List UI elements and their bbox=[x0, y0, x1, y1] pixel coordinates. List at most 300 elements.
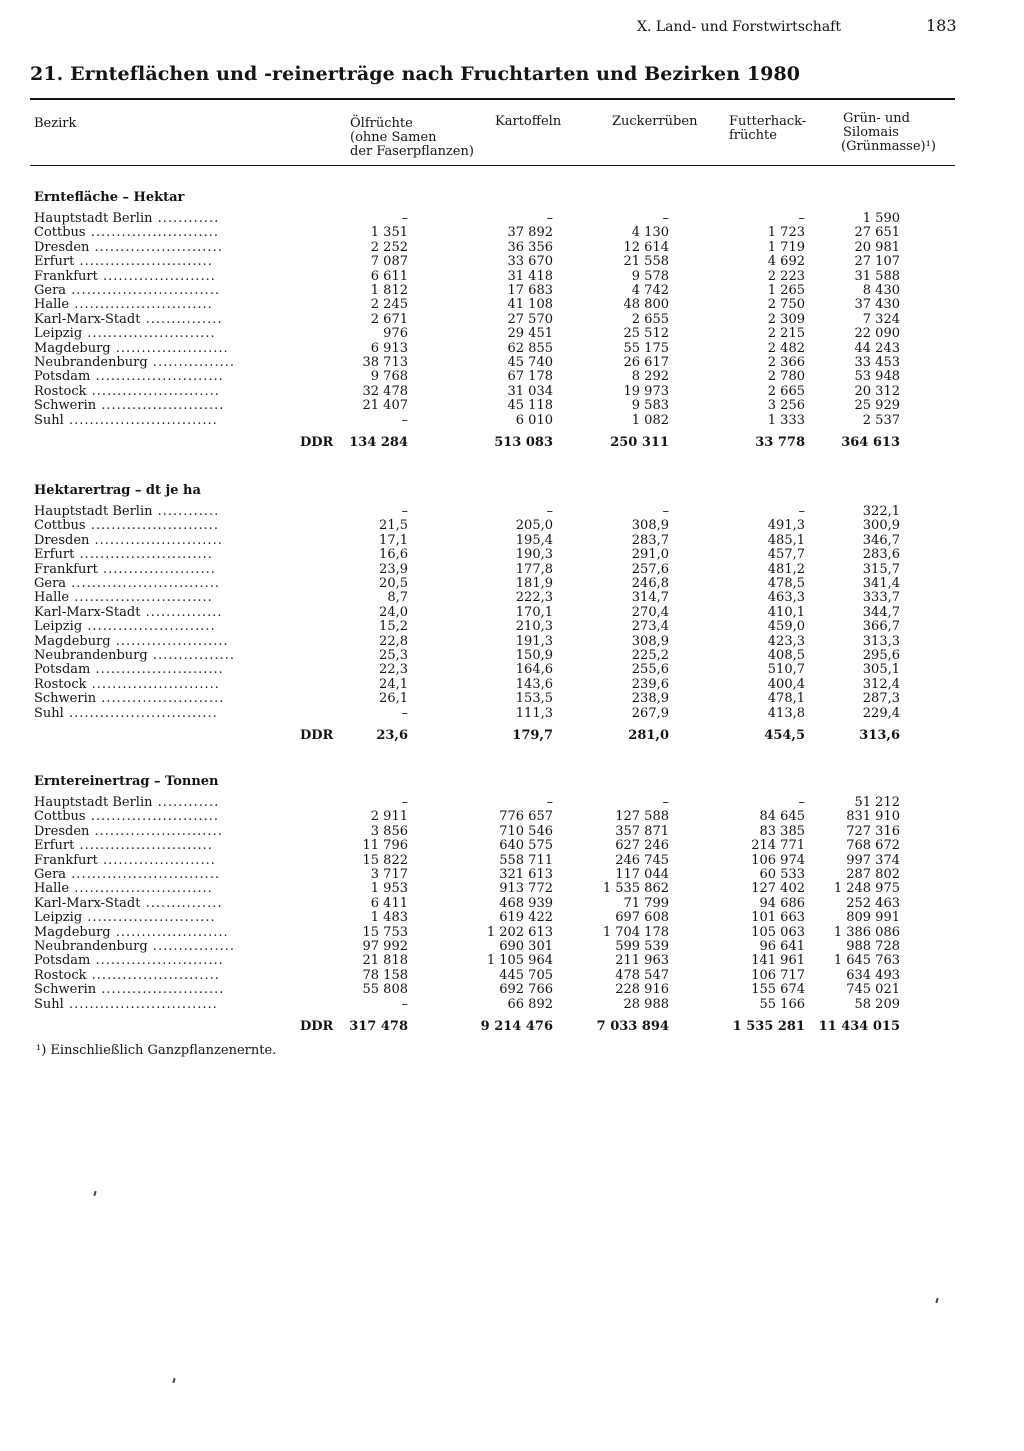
cell-value: 22,8 bbox=[379, 633, 408, 649]
bezirk-label: Suhl bbox=[34, 996, 64, 1012]
cell-value: 6 411 bbox=[370, 895, 408, 911]
bezirk-label: Magdeburg bbox=[34, 633, 111, 649]
cell-value: 31 418 bbox=[507, 268, 553, 284]
col-header-line: Ölfrüchte bbox=[350, 116, 413, 131]
bezirk-name bbox=[34, 926, 229, 940]
footnote: ¹) Einschließlich Ganzpflanzenernte. bbox=[36, 1043, 277, 1058]
cell-value: 191,3 bbox=[515, 633, 553, 649]
table-row bbox=[34, 270, 924, 284]
cell-value: 283,7 bbox=[631, 532, 669, 548]
cell-value: 4 692 bbox=[767, 254, 805, 270]
cell-value: 1 386 086 bbox=[833, 924, 900, 940]
cell-value: 117 044 bbox=[615, 867, 669, 882]
cell-value: – bbox=[546, 795, 553, 810]
cell-value: 26,1 bbox=[379, 691, 408, 707]
cell-value: 12 614 bbox=[623, 239, 669, 255]
cell-value: 1 590 bbox=[862, 211, 900, 226]
cell-value: 468 939 bbox=[499, 895, 553, 911]
bezirk-name bbox=[34, 563, 216, 577]
bezirk-name bbox=[34, 577, 220, 591]
col-header-line: der Faserpflanzen) bbox=[350, 144, 474, 159]
col-header-line: (ohne Samen bbox=[350, 130, 437, 145]
leader-dots: ................ bbox=[147, 355, 235, 370]
table-row bbox=[34, 226, 924, 240]
cell-value: 459,0 bbox=[767, 619, 805, 635]
table-row bbox=[34, 241, 924, 255]
cell-value: 24,1 bbox=[379, 676, 408, 692]
cell-value: 6 010 bbox=[515, 412, 553, 428]
table-row bbox=[34, 284, 924, 298]
bezirk-label: Leipzig bbox=[34, 326, 83, 342]
cell-value: 53 948 bbox=[854, 369, 900, 385]
leader-dots: ......................... bbox=[82, 326, 216, 342]
leader-dots: .......................... bbox=[74, 838, 213, 854]
table-row bbox=[34, 399, 924, 413]
cell-value: 6 611 bbox=[370, 268, 408, 284]
leader-dots: ...................... bbox=[97, 852, 216, 868]
leader-dots: ......................... bbox=[82, 910, 216, 926]
cell-value: 1 953 bbox=[370, 881, 408, 897]
bezirk-label: Frankfurt bbox=[34, 561, 98, 577]
cell-value: 84 645 bbox=[759, 809, 805, 825]
total-value: 179,7 bbox=[512, 728, 553, 743]
cell-value: 83 385 bbox=[759, 823, 805, 839]
cell-value: 9 768 bbox=[370, 369, 408, 385]
table-row bbox=[34, 385, 924, 399]
total-value: 313,6 bbox=[859, 728, 900, 743]
cell-value: 15 753 bbox=[362, 924, 408, 940]
col-header-line: Zuckerrüben bbox=[612, 114, 698, 129]
cell-value: 239,6 bbox=[631, 676, 669, 692]
leader-dots: ........................ bbox=[96, 398, 225, 414]
cell-value: 8 292 bbox=[631, 369, 669, 385]
cell-value: 3 856 bbox=[370, 823, 408, 839]
bezirk-label: Leipzig bbox=[34, 910, 83, 926]
cell-value: 291,0 bbox=[631, 547, 669, 563]
cell-value: 1 723 bbox=[767, 225, 805, 241]
table-row bbox=[34, 591, 924, 605]
cell-value: 2 366 bbox=[767, 355, 805, 370]
cell-value: 58 209 bbox=[854, 996, 900, 1012]
bezirk-label: Potsdam bbox=[34, 369, 91, 385]
cell-value: 228 916 bbox=[615, 982, 669, 998]
cell-value: 408,5 bbox=[767, 648, 805, 663]
cell-value: 105 063 bbox=[751, 924, 805, 940]
cell-value: 341,4 bbox=[862, 576, 900, 591]
cell-value: 66 892 bbox=[507, 996, 553, 1012]
leader-dots: ............ bbox=[152, 795, 220, 810]
bezirk-name bbox=[34, 635, 229, 649]
bezirk-label: Neubrandenburg bbox=[34, 939, 148, 954]
bezirk-name bbox=[34, 620, 216, 634]
cell-value: 67 178 bbox=[507, 369, 553, 385]
cell-value: 153,5 bbox=[515, 691, 553, 707]
section-title: Hektarertrag – dt je ha bbox=[34, 483, 201, 498]
table-row bbox=[34, 606, 924, 620]
cell-value: 831 910 bbox=[846, 809, 900, 825]
cell-value: 1 719 bbox=[767, 239, 805, 255]
col-header-futterhackfruechte bbox=[729, 115, 806, 143]
bezirk-name bbox=[34, 241, 223, 255]
leader-dots: ......................... bbox=[86, 967, 220, 983]
cell-value: 32 478 bbox=[362, 383, 408, 399]
cell-value: 2 215 bbox=[767, 326, 805, 342]
cell-value: 25 929 bbox=[854, 398, 900, 414]
bezirk-name bbox=[34, 649, 235, 663]
leader-dots: ............................. bbox=[66, 576, 221, 591]
table-row bbox=[34, 620, 924, 634]
cell-value: 28 988 bbox=[623, 996, 669, 1012]
leader-dots: ...................... bbox=[97, 561, 216, 577]
cell-value: 257,6 bbox=[631, 561, 669, 577]
bezirk-label: Erfurt bbox=[34, 547, 75, 563]
cell-value: 21 558 bbox=[623, 254, 669, 270]
cell-value: 481,2 bbox=[767, 561, 805, 577]
cell-value: 150,9 bbox=[515, 648, 553, 663]
leader-dots: ......................... bbox=[86, 383, 220, 399]
total-value: 317 478 bbox=[349, 1019, 408, 1034]
cell-value: 809 991 bbox=[846, 910, 900, 926]
bezirk-label: Hauptstadt Berlin bbox=[34, 504, 153, 519]
cell-value: – bbox=[401, 504, 408, 519]
leader-dots: ......................... bbox=[90, 662, 224, 678]
bezirk-label: Neubrandenburg bbox=[34, 648, 148, 663]
cell-value: 26 617 bbox=[623, 355, 669, 370]
bezirk-label: Schwerin bbox=[34, 691, 97, 707]
bezirk-name bbox=[34, 356, 235, 370]
table-row bbox=[34, 911, 924, 925]
cell-value: 710 546 bbox=[499, 823, 553, 839]
cell-value: 21 407 bbox=[362, 398, 408, 414]
cell-value: 106 717 bbox=[751, 967, 805, 983]
table-row bbox=[34, 810, 924, 824]
col-header-line: Futterhack- bbox=[729, 114, 807, 129]
leader-dots: ............................. bbox=[63, 412, 218, 428]
bezirk-name bbox=[34, 385, 220, 399]
leader-dots: ...................... bbox=[110, 924, 229, 940]
bezirk-name bbox=[34, 342, 229, 356]
bezirk-name bbox=[34, 825, 223, 839]
cell-value: 2 671 bbox=[370, 311, 408, 327]
cell-value: – bbox=[401, 795, 408, 810]
cell-value: 17 683 bbox=[507, 283, 553, 298]
bezirk-label: Frankfurt bbox=[34, 852, 98, 868]
cell-value: 627 246 bbox=[615, 838, 669, 854]
table-row bbox=[34, 825, 924, 839]
cell-value: 4 130 bbox=[631, 225, 669, 241]
cell-value: 15,2 bbox=[379, 619, 408, 635]
leader-dots: ............... bbox=[140, 311, 223, 327]
bezirk-name bbox=[34, 298, 213, 312]
col-header-line: früchte bbox=[729, 128, 777, 143]
cell-value: 287,3 bbox=[862, 691, 900, 707]
bezirk-name bbox=[34, 548, 213, 562]
leader-dots: ................ bbox=[147, 648, 235, 663]
cell-value: 27 107 bbox=[854, 254, 900, 270]
bezirk-name bbox=[34, 707, 218, 721]
cell-value: 6 913 bbox=[370, 340, 408, 356]
cell-value: 37 430 bbox=[854, 297, 900, 313]
cell-value: 314,7 bbox=[631, 590, 669, 606]
table-row bbox=[34, 327, 924, 341]
bezirk-label: Potsdam bbox=[34, 662, 91, 678]
bezirk-label: Karl-Marx-Stadt bbox=[34, 895, 141, 911]
cell-value: 31 588 bbox=[854, 268, 900, 284]
total-value: 250 311 bbox=[610, 435, 669, 450]
cell-value: 170,1 bbox=[515, 604, 553, 620]
cell-value: – bbox=[546, 211, 553, 226]
cell-value: 976 bbox=[383, 326, 408, 342]
cell-value: 127 588 bbox=[615, 809, 669, 825]
cell-value: 445 705 bbox=[499, 967, 553, 983]
leader-dots: .......................... bbox=[74, 254, 213, 270]
cell-value: 55 808 bbox=[362, 982, 408, 998]
cell-value: 423,3 bbox=[767, 633, 805, 649]
total-value: 7 033 894 bbox=[596, 1019, 669, 1034]
table-row bbox=[34, 534, 924, 548]
cell-value: 333,7 bbox=[862, 590, 900, 606]
cell-value: 510,7 bbox=[767, 662, 805, 678]
cell-value: 155 674 bbox=[751, 982, 805, 998]
cell-value: 127 402 bbox=[751, 881, 805, 897]
section-title: Erntereinertrag – Tonnen bbox=[34, 774, 219, 789]
col-header-line: Bezirk bbox=[34, 116, 77, 131]
cell-value: 21,5 bbox=[379, 518, 408, 534]
leader-dots: ........................ bbox=[96, 691, 225, 707]
bezirk-name bbox=[34, 370, 224, 384]
total-row bbox=[34, 729, 924, 743]
leader-dots: ...................... bbox=[110, 340, 229, 356]
cell-value: 308,9 bbox=[631, 633, 669, 649]
cell-value: 478 547 bbox=[615, 967, 669, 983]
cell-value: 313,3 bbox=[862, 633, 900, 649]
cell-value: 96 641 bbox=[759, 939, 805, 954]
scan-speck bbox=[93, 1191, 96, 1196]
bezirk-name bbox=[34, 911, 216, 925]
cell-value: 913 772 bbox=[499, 881, 553, 897]
table-row bbox=[34, 563, 924, 577]
cell-value: 2 223 bbox=[767, 268, 805, 284]
cell-value: 29 451 bbox=[507, 326, 553, 342]
cell-value: 463,3 bbox=[767, 590, 805, 606]
cell-value: 55 175 bbox=[623, 340, 669, 356]
cell-value: 1 812 bbox=[370, 283, 408, 298]
cell-value: 697 608 bbox=[615, 910, 669, 926]
bezirk-label: Schwerin bbox=[34, 982, 97, 998]
bezirk-name bbox=[34, 606, 223, 620]
cell-value: 71 799 bbox=[623, 895, 669, 911]
scan-speck bbox=[935, 1298, 938, 1303]
cell-value: 478,1 bbox=[767, 691, 805, 707]
cell-value: 211 963 bbox=[615, 953, 669, 969]
table-row bbox=[34, 414, 924, 428]
bezirk-name bbox=[34, 327, 216, 341]
leader-dots: ......................... bbox=[82, 619, 216, 635]
cell-value: 20,5 bbox=[379, 576, 408, 591]
bezirk-label: Neubrandenburg bbox=[34, 355, 148, 370]
bezirk-name bbox=[34, 212, 219, 226]
cell-value: 1 265 bbox=[767, 283, 805, 298]
bezirk-label: Karl-Marx-Stadt bbox=[34, 604, 141, 620]
cell-value: 41 108 bbox=[507, 297, 553, 313]
cell-value: 283,6 bbox=[862, 547, 900, 563]
leader-dots: ............................. bbox=[66, 283, 221, 298]
leader-dots: ............ bbox=[152, 211, 220, 226]
total-value: 23,6 bbox=[376, 728, 408, 743]
table-row bbox=[34, 678, 924, 692]
bezirk-name bbox=[34, 663, 224, 677]
cell-value: 768 672 bbox=[846, 838, 900, 854]
col-header-gruen-silomais bbox=[843, 112, 936, 154]
cell-value: 322,1 bbox=[862, 504, 900, 519]
cell-value: 457,7 bbox=[767, 547, 805, 563]
cell-value: 143,6 bbox=[515, 676, 553, 692]
total-value: 11 434 015 bbox=[818, 1019, 900, 1034]
cell-value: 776 657 bbox=[499, 809, 553, 825]
cell-value: – bbox=[401, 412, 408, 428]
cell-value: 305,1 bbox=[862, 662, 900, 678]
cell-value: 94 686 bbox=[759, 895, 805, 911]
bezirk-name bbox=[34, 226, 219, 240]
cell-value: 164,6 bbox=[515, 662, 553, 678]
leader-dots: ......................... bbox=[89, 532, 223, 548]
cell-value: 4 742 bbox=[631, 283, 669, 298]
cell-value: 246,8 bbox=[631, 576, 669, 591]
leader-dots: ........................... bbox=[69, 881, 213, 897]
cell-value: 48 800 bbox=[623, 297, 669, 313]
bezirk-label: Cottbus bbox=[34, 518, 86, 534]
cell-value: 210,3 bbox=[515, 619, 553, 635]
cell-value: 1 105 964 bbox=[486, 953, 553, 969]
bezirk-name bbox=[34, 897, 223, 911]
cell-value: 45 118 bbox=[507, 398, 553, 414]
cell-value: 400,4 bbox=[767, 676, 805, 692]
cell-value: 45 740 bbox=[507, 355, 553, 370]
bezirk-label: Dresden bbox=[34, 823, 90, 839]
leader-dots: ........................ bbox=[96, 982, 225, 998]
bezirk-label: Suhl bbox=[34, 705, 64, 721]
table-row bbox=[34, 897, 924, 911]
bezirk-name bbox=[34, 954, 224, 968]
cell-value: 1 704 178 bbox=[602, 924, 669, 940]
cell-value: 300,9 bbox=[862, 518, 900, 534]
cell-value: 997 374 bbox=[846, 852, 900, 868]
cell-value: – bbox=[662, 211, 669, 226]
bezirk-label: Leipzig bbox=[34, 619, 83, 635]
table-row bbox=[34, 370, 924, 384]
cell-value: 44 243 bbox=[854, 340, 900, 356]
leader-dots: ............... bbox=[140, 895, 223, 911]
total-value: 9 214 476 bbox=[480, 1019, 553, 1034]
leader-dots: ........................... bbox=[69, 297, 213, 313]
bezirk-name bbox=[34, 270, 216, 284]
table-row bbox=[34, 663, 924, 677]
bezirk-name bbox=[34, 519, 219, 533]
total-label: DDR bbox=[300, 435, 334, 450]
bezirk-name bbox=[34, 940, 235, 954]
cell-value: 190,3 bbox=[515, 547, 553, 563]
cell-value: 15 822 bbox=[362, 852, 408, 868]
leader-dots: ......................... bbox=[86, 676, 220, 692]
cell-value: 558 711 bbox=[499, 852, 553, 868]
leader-dots: ............................. bbox=[63, 705, 218, 721]
bezirk-label: Frankfurt bbox=[34, 268, 98, 284]
page-header-section: X. Land- und Forstwirtschaft bbox=[637, 19, 841, 35]
cell-value: 246 745 bbox=[615, 852, 669, 868]
bezirk-name bbox=[34, 854, 216, 868]
cell-value: – bbox=[662, 504, 669, 519]
table-row bbox=[34, 998, 924, 1012]
cell-value: 181,9 bbox=[515, 576, 553, 591]
cell-value: 229,4 bbox=[862, 705, 900, 721]
top-rule bbox=[30, 98, 955, 100]
cell-value: 60 533 bbox=[759, 867, 805, 882]
cell-value: 312,4 bbox=[862, 676, 900, 692]
cell-value: 1 248 975 bbox=[833, 881, 900, 897]
cell-value: 141 961 bbox=[751, 953, 805, 969]
cell-value: 2 750 bbox=[767, 297, 805, 313]
bezirk-label: Halle bbox=[34, 590, 70, 606]
bezirk-name bbox=[34, 534, 223, 548]
cell-value: – bbox=[401, 211, 408, 226]
bezirk-label: Gera bbox=[34, 283, 67, 298]
cell-value: 410,1 bbox=[767, 604, 805, 620]
cell-value: 321 613 bbox=[499, 867, 553, 882]
bezirk-label: Hauptstadt Berlin bbox=[34, 211, 153, 226]
bezirk-name bbox=[34, 796, 219, 810]
cell-value: 9 583 bbox=[631, 398, 669, 414]
cell-value: 222,3 bbox=[515, 590, 553, 606]
table-row bbox=[34, 635, 924, 649]
cell-value: 9 578 bbox=[631, 268, 669, 284]
table-row bbox=[34, 854, 924, 868]
bezirk-label: Gera bbox=[34, 576, 67, 591]
bezirk-name bbox=[34, 399, 224, 413]
cell-value: 8,7 bbox=[387, 590, 408, 606]
table-row bbox=[34, 649, 924, 663]
cell-value: 214 771 bbox=[751, 838, 805, 854]
cell-value: 37 892 bbox=[507, 225, 553, 241]
bezirk-label: Cottbus bbox=[34, 809, 86, 825]
bezirk-name bbox=[34, 983, 224, 997]
cell-value: 78 158 bbox=[362, 967, 408, 983]
cell-value: 19 973 bbox=[623, 383, 669, 399]
cell-value: 106 974 bbox=[751, 852, 805, 868]
cell-value: 24,0 bbox=[379, 604, 408, 620]
cell-value: 2 780 bbox=[767, 369, 805, 385]
bezirk-label: Dresden bbox=[34, 239, 90, 255]
col-header-line: (Grünmasse)¹) bbox=[841, 139, 936, 154]
cell-value: 22 090 bbox=[854, 326, 900, 342]
cell-value: 690 301 bbox=[499, 939, 553, 954]
col-header-line: Silomais bbox=[843, 125, 899, 140]
leader-dots: ............................. bbox=[66, 867, 221, 882]
bezirk-name bbox=[34, 414, 218, 428]
table-row bbox=[34, 868, 924, 882]
bezirk-label: Rostock bbox=[34, 383, 87, 399]
col-header-bezirk bbox=[34, 117, 76, 131]
cell-value: 2 245 bbox=[370, 297, 408, 313]
total-row bbox=[34, 1020, 924, 1034]
leader-dots: ...................... bbox=[110, 633, 229, 649]
cell-value: 619 422 bbox=[499, 910, 553, 926]
cell-value: 101 663 bbox=[751, 910, 805, 926]
section-title: Erntefläche – Hektar bbox=[34, 190, 185, 205]
leader-dots: ................ bbox=[147, 939, 235, 954]
cell-value: 357 871 bbox=[615, 823, 669, 839]
cell-value: 640 575 bbox=[499, 838, 553, 854]
leader-dots: ............... bbox=[140, 604, 223, 620]
